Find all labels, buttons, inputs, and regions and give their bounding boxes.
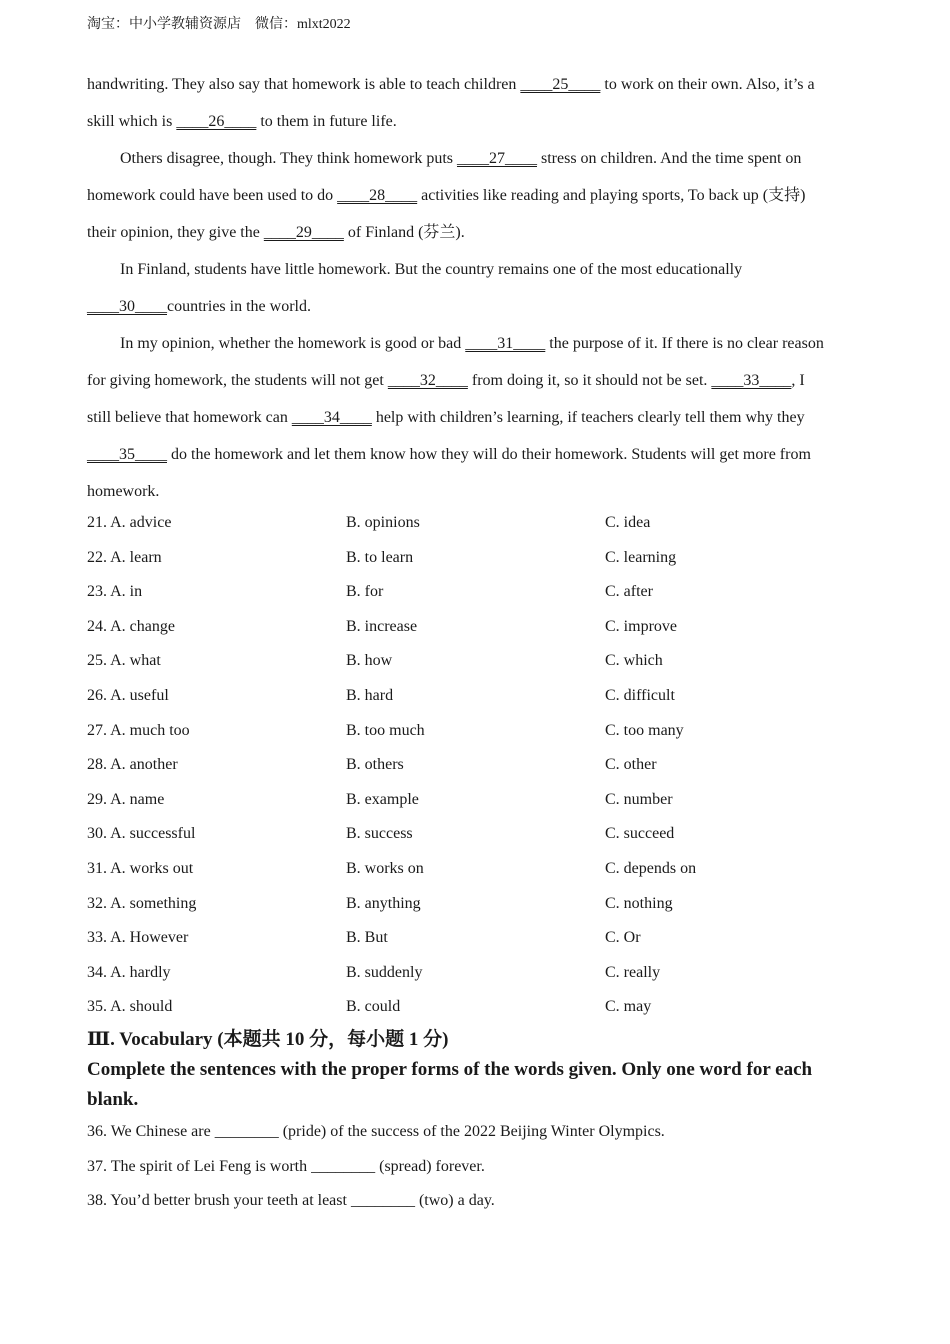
- option-c: C. really: [605, 963, 661, 981]
- option-a: 27. A. much too: [87, 721, 190, 739]
- option-c: C. which: [605, 652, 663, 670]
- answer-blank: ____26____: [176, 113, 257, 130]
- answer-blank: ____30____: [87, 298, 167, 315]
- option-c: C. succeed: [605, 825, 675, 843]
- question-38: 38. You’d better brush your teeth at least ________ (two) a day.: [87, 1192, 495, 1210]
- answer-options: [87, 506, 862, 1025]
- answer-blank: ____27____: [456, 150, 537, 167]
- passage-line: [87, 364, 862, 401]
- option-row: [87, 679, 862, 714]
- option-row: [87, 541, 862, 576]
- passage-text: In my opinion, whether the homework is good or bad: [120, 335, 466, 352]
- option-c: C. nothing: [605, 894, 673, 912]
- answer-blank: ____25____: [520, 76, 601, 93]
- option-b: B. how: [346, 652, 393, 670]
- passage-text: Others disagree, though. They think homework puts: [120, 150, 457, 167]
- option-c: C. after: [605, 583, 653, 601]
- option-b: B. success: [346, 825, 413, 843]
- option-a: 30. A. successful: [87, 825, 196, 843]
- passage-line: [87, 68, 862, 105]
- option-b: B. could: [346, 998, 401, 1016]
- option-row: [87, 610, 862, 645]
- option-c: C. other: [605, 756, 657, 774]
- passage-text: their opinion, they give the: [87, 224, 264, 241]
- option-row: [87, 852, 862, 887]
- option-b: B. to learn: [346, 548, 414, 566]
- option-a: 33. A. However: [87, 929, 189, 947]
- passage-text: activities like reading and playing sports, To back up (支持): [417, 187, 806, 204]
- option-row: [87, 887, 862, 922]
- option-row: [87, 644, 862, 679]
- passage-line: [87, 327, 862, 364]
- section-instruction: Complete the sentences with the proper forms of the words given. Only one word for each blank.: [87, 1059, 813, 1110]
- option-row: [87, 783, 862, 818]
- passage-line: [87, 179, 862, 216]
- option-row: [87, 714, 862, 749]
- passage-text: In Finland, students have little homework. But the country remains one of the most educationally: [120, 261, 743, 278]
- option-row: [87, 921, 862, 956]
- passage-text: skill which is: [87, 113, 177, 130]
- option-a: 31. A. works out: [87, 859, 194, 877]
- option-a: 26. A. useful: [87, 686, 169, 704]
- option-row: [87, 817, 862, 852]
- option-c: C. difficult: [605, 686, 675, 704]
- option-a: 28. A. another: [87, 756, 178, 774]
- passage-line: [87, 290, 862, 327]
- option-b: B. hard: [346, 686, 394, 704]
- passage-text: from doing it, so it should not be set.: [467, 372, 712, 389]
- option-c: C. learning: [605, 548, 677, 566]
- answer-blank: ____29____: [263, 224, 344, 241]
- option-a: 24. A. change: [87, 617, 175, 635]
- answer-blank: ____34____: [291, 409, 372, 426]
- answer-blank: ____31____: [465, 335, 546, 352]
- option-a: 23. A. in: [87, 583, 143, 601]
- vocabulary-section: [87, 1025, 867, 1219]
- passage-text: , I: [791, 372, 805, 389]
- option-a: 35. A. should: [87, 998, 173, 1016]
- answer-blank: ____28____: [337, 187, 418, 204]
- passage-text: handwriting. They also say that homework is able to teach children: [87, 76, 521, 93]
- page-header: 淘宝：中小学教辅资源店 微信：mlxt2022: [87, 17, 351, 32]
- option-b: B. for: [346, 583, 384, 601]
- answer-blank: ____33____: [711, 372, 792, 389]
- option-b: B. works on: [346, 859, 424, 877]
- passage-text: homework.: [87, 483, 160, 500]
- cloze-passage: [87, 68, 862, 512]
- option-b: B. increase: [346, 617, 418, 635]
- passage-text: help with children’s learning, if teachers clearly tell them why they: [371, 409, 805, 426]
- passage-text: stress on children. And the time spent on: [536, 150, 802, 167]
- option-a: 22. A. learn: [87, 548, 162, 566]
- option-a: 21. A. advice: [87, 514, 172, 531]
- option-c: C. may: [605, 998, 652, 1016]
- passage-text: of Finland (芬兰).: [343, 224, 465, 241]
- answer-blank: ____32____: [387, 372, 468, 389]
- passage-line: [87, 401, 862, 438]
- passage-line: [87, 142, 862, 179]
- passage-line: [87, 216, 862, 253]
- option-c: C. Or: [605, 929, 641, 947]
- option-row: [87, 748, 862, 783]
- answer-blank: ____35____: [87, 446, 167, 463]
- passage-text: countries in the world.: [167, 298, 311, 315]
- option-b: B. suddenly: [346, 963, 423, 981]
- option-c: C. idea: [605, 514, 651, 531]
- section-title: Ⅲ. Vocabulary (本题共 10 分，每小题 1 分): [87, 1029, 449, 1050]
- passage-line: [87, 105, 862, 142]
- option-a: 25. A. what: [87, 652, 161, 670]
- passage-text: to work on their own. Also, it’s a: [600, 76, 815, 93]
- option-row: [87, 990, 862, 1025]
- passage-text: to them in future life.: [256, 113, 397, 130]
- option-b: B. anything: [346, 894, 421, 912]
- passage-text: do the homework and let them know how they will do their homework. Students will get more from: [167, 446, 811, 463]
- option-b: B. But: [346, 929, 388, 947]
- option-b: B. others: [346, 756, 404, 774]
- passage-text: for giving homework, the students will not get: [87, 372, 388, 389]
- question-36: 36. We Chinese are ________ (pride) of the success of the 2022 Beijing Winter Olympics.: [87, 1123, 665, 1140]
- option-b: B. example: [346, 790, 419, 808]
- option-c: C. improve: [605, 617, 677, 635]
- passage-text: homework could have been used to do: [87, 187, 338, 204]
- option-a: 34. A. hardly: [87, 963, 171, 981]
- option-row: [87, 575, 862, 610]
- option-c: C. number: [605, 790, 673, 808]
- passage-line: [87, 253, 862, 290]
- option-b: B. opinions: [346, 514, 420, 531]
- option-row: [87, 956, 862, 991]
- option-a: 32. A. something: [87, 894, 197, 912]
- option-row: [87, 506, 862, 541]
- option-b: B. too much: [346, 721, 425, 739]
- question-37: 37. The spirit of Lei Feng is worth ________ (spread) forever.: [87, 1157, 485, 1175]
- option-c: C. depends on: [605, 859, 697, 877]
- option-a: 29. A. name: [87, 790, 165, 808]
- option-c: C. too many: [605, 721, 684, 739]
- passage-text: the purpose of it. If there is no clear reason: [545, 335, 824, 352]
- passage-text: still believe that homework can: [87, 409, 292, 426]
- passage-line: [87, 438, 862, 475]
